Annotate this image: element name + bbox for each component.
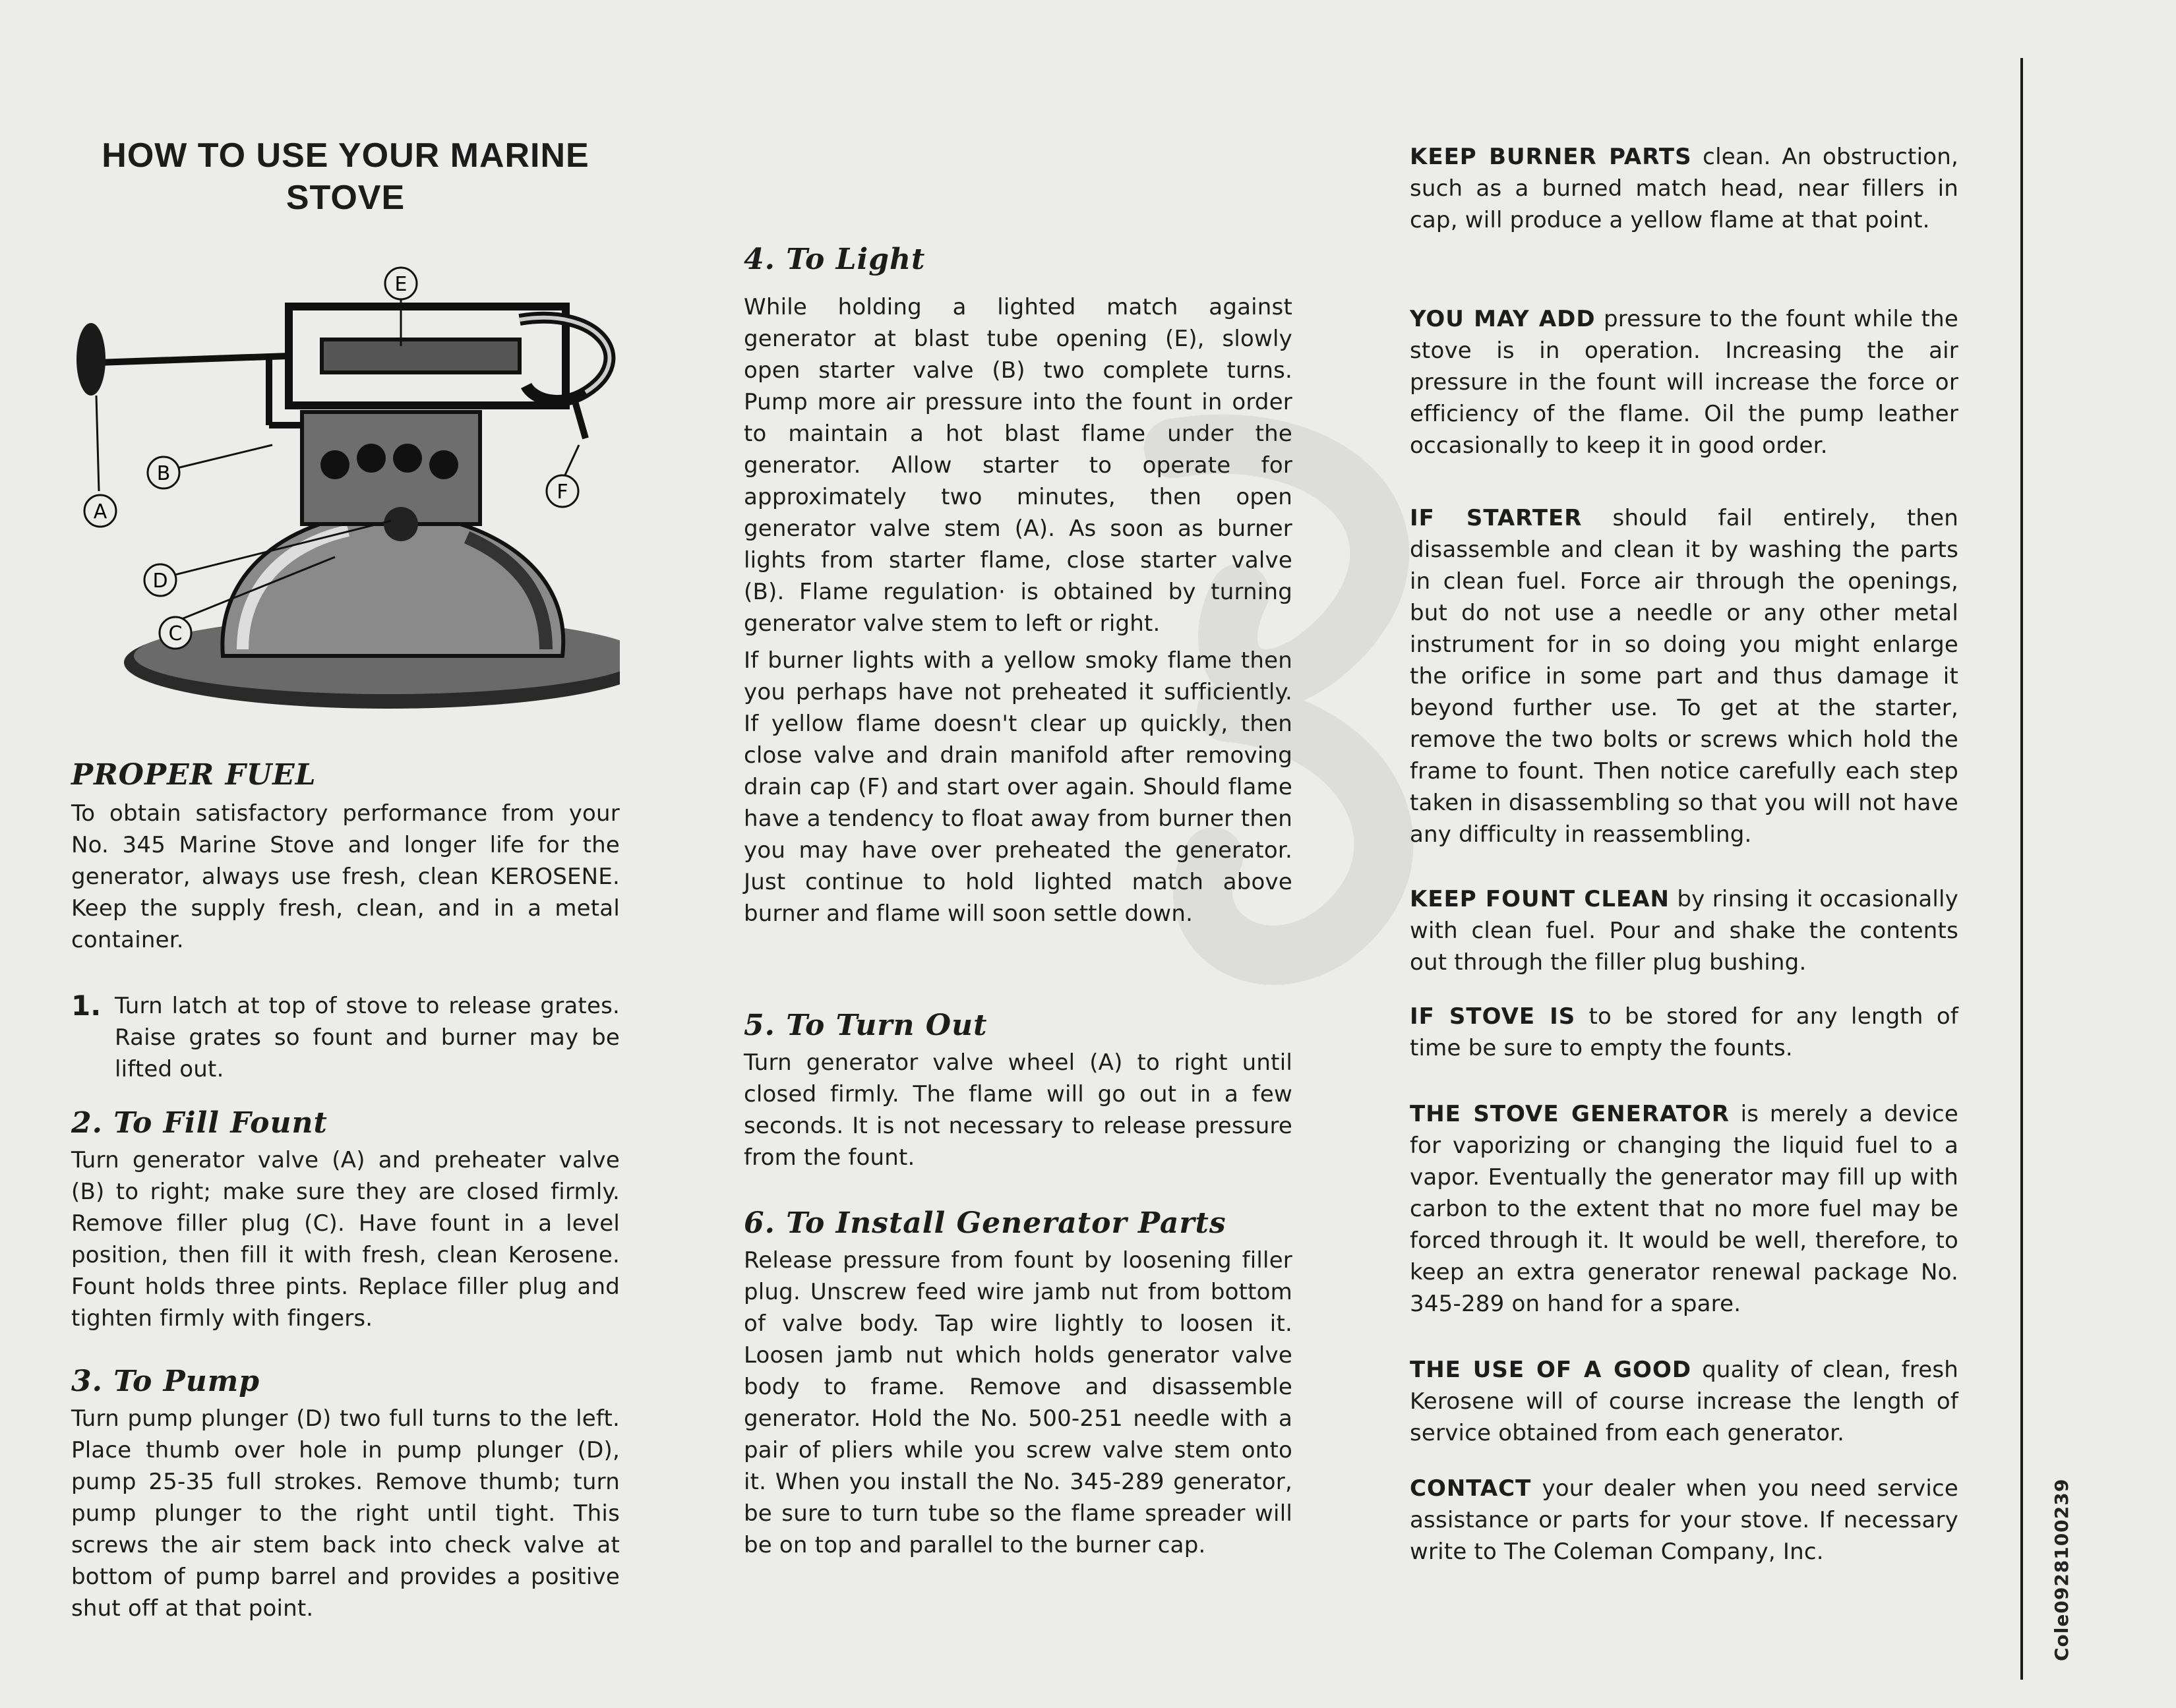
- page-edge-rule: [2020, 58, 2023, 1680]
- step-6: [744, 1205, 1292, 1561]
- svg-text:C: C: [168, 622, 183, 645]
- callout-e: [385, 268, 417, 299]
- svg-text:D: D: [152, 570, 168, 593]
- callout-c: [160, 617, 191, 649]
- step-4-text-1: While holding a lighted match against generator at blast tube opening (E), slowly open starter valve (B) two complete turns. Pump more air pressure into the fount in order to maintain a hot blast flame under the generator. Allow starter to operate for approximately two minutes, then open generator valve stem (A). As soon as burner lights from starter flame, close starter valve (B). Flame regulation· is obtained by turning generator valve stem to left or right.: [744, 294, 1292, 637]
- page-title: HOW TO USE YOUR MARINE STOVE: [102, 136, 589, 217]
- step-4-text-2: If burner lights with a yellow smoky flame then you perhaps have not preheated it sufficiently. If yellow flame doesn't clear up quickly, then close valve and drain manifold after removing drain cap (F) and start over again. Should flame have a tendency to float away from burner then you may have over preheated the generator. Just continue to hold lighted match above burner and flame will soon settle down.: [744, 647, 1292, 927]
- svg-text:E: E: [394, 273, 408, 296]
- step-3-heading: 3. To Pump: [71, 1365, 260, 1398]
- document-code: Cole0928100239: [2051, 1478, 2072, 1661]
- proper-fuel-heading: PROPER FUEL: [71, 758, 317, 792]
- if-starter-para: [1410, 502, 1958, 850]
- proper-fuel-text: To obtain satisfactory performance from your No. 345 Marine Stove and longer life for the generator, always use fresh, clean KEROSENE. Keep the supply fresh, clean, and in a metal container.: [71, 800, 620, 953]
- stove-generator-para: [1410, 1098, 1958, 1320]
- contact-lead: CONTACT: [1410, 1475, 1532, 1502]
- callout-f: [547, 475, 578, 507]
- contact-text: your dealer when you need service assistance or parts for your stove. If necessary write to The Coleman Company, Inc.: [1410, 1475, 1958, 1565]
- if-stove-is-text: to be stored for any length of time be sure to empty the founts.: [1410, 1003, 1958, 1061]
- step-2-heading: 2. To Fill Fount: [71, 1106, 328, 1140]
- callout-d: [144, 564, 176, 596]
- contact-para: [1410, 1473, 1958, 1568]
- step-2-text: Turn generator valve (A) and preheater valve (B) to right; make sure they are closed firmly. Remove filler plug (C). Have fount in a level position, then fill it with fresh, clean Kerosene. Fount holds three pints. Replace filler plug and tighten firmly with fingers.: [71, 1147, 620, 1332]
- svg-text:A: A: [93, 500, 107, 523]
- svg-text:B: B: [156, 462, 171, 485]
- keep-burner-parts-para: [1410, 141, 1958, 236]
- step-4-heading: 4. To Light: [744, 243, 926, 276]
- keep-burner-parts-text: clean. An obstruction, such as a burned match head, near fillers in cap, will produce a yellow flame at that point.: [1410, 144, 1958, 233]
- step-6-heading: 6. To Install Generator Parts: [744, 1206, 1226, 1240]
- use-of-good-text: quality of clean, fresh Kerosene will of course increase the length of service obtained from each generator.: [1410, 1357, 1959, 1446]
- callout-b: [148, 457, 179, 488]
- step-5: [744, 1007, 1292, 1173]
- keep-fount-clean-text: by rinsing it occasionally with clean fuel. Pour and shake the contents out through the filler plug bushing.: [1410, 886, 1959, 976]
- keep-burner-parts-lead: KEEP BURNER PARTS: [1410, 144, 1692, 170]
- svg-text:F: F: [557, 481, 568, 504]
- stove-generator-lead: THE STOVE GENERATOR: [1410, 1101, 1730, 1127]
- keep-fount-clean-para: [1410, 883, 1958, 978]
- step-5-heading: 5. To Turn Out: [744, 1009, 988, 1042]
- step-2: [71, 1105, 620, 1334]
- if-stove-is-lead: IF STOVE IS: [1410, 1003, 1576, 1030]
- you-may-add-text: pressure to the fount while the stove is in operation. Increasing the air pressure in the fount will increase the force or efficiency of the flame. Oil the pump leather occasionally to keep it in good order.: [1410, 306, 1958, 459]
- callout-a: [84, 495, 116, 527]
- stove-generator-text: is merely a device for vaporizing or changing the liquid fuel to a vapor. Eventually the generator may fill up with carbon to the extent that no more fuel may be forced through it. It would be well, therefore, to keep an extra generator renewal package No. 345-289 on hand for a spare.: [1410, 1101, 1958, 1317]
- you-may-add-lead: YOU MAY ADD: [1410, 306, 1596, 332]
- stove-illustration: [71, 260, 620, 722]
- use-of-good-para: [1410, 1354, 1958, 1449]
- if-stove-is-para: [1410, 1001, 1958, 1064]
- you-may-add-para: [1410, 303, 1958, 461]
- step-4: [744, 241, 1292, 929]
- step-3: [71, 1363, 620, 1624]
- keep-fount-clean-lead: KEEP FOUNT CLEAN: [1410, 886, 1670, 912]
- use-of-good-lead: THE USE OF A GOOD: [1410, 1357, 1692, 1383]
- step-5-text: Turn generator valve wheel (A) to right until closed firmly. The flame will go out in a few seconds. It is not necessary to release pressure from the fount.: [744, 1049, 1292, 1171]
- step-6-text: Release pressure from fount by loosening filler plug. Unscrew feed wire jamb nut from bottom of valve body. Tap wire lightly to loosen it. Loosen jamb nut which holds generator valve body to frame. Remove and disassemble generator. Hold the No. 500-251 needle with a pair of pliers while you screw valve stem onto it. When you install the No. 345-289 generator, be sure to turn tube so the flame spreader will be on top and parallel to the burner cap.: [744, 1247, 1292, 1558]
- if-starter-text: should fail entirely, then disassemble and clean it by washing the parts in clean fuel. Force air through the openings, but do not use a needle or any other metal instrument for in so doing you might enlarge the orifice in some part and thus damage it beyond further use. To get at the starter, remove the two bolts or screws which hold the frame to fount. Then notice carefully each step taken in disassembling so that you will not have any difficulty in reassembling.: [1410, 505, 1958, 848]
- step-3-text: Turn pump plunger (D) two full turns to the left. Place thumb over hole in pump plunger (D), pump 25-35 full strokes. Remove thumb; turn pump plunger to the right until tight. This screws the air stem back into check valve at bottom of pump barrel and provides a positive shut off at that point.: [71, 1405, 620, 1622]
- if-starter-lead: IF STARTER: [1410, 505, 1583, 531]
- step-1-text: Turn latch at top of stove to release grates. Raise grates so fount and burner may be lifted out.: [115, 993, 620, 1082]
- proper-fuel-section: [71, 757, 620, 956]
- step-1-number: 1.: [71, 989, 102, 1022]
- step-1: [71, 990, 620, 1085]
